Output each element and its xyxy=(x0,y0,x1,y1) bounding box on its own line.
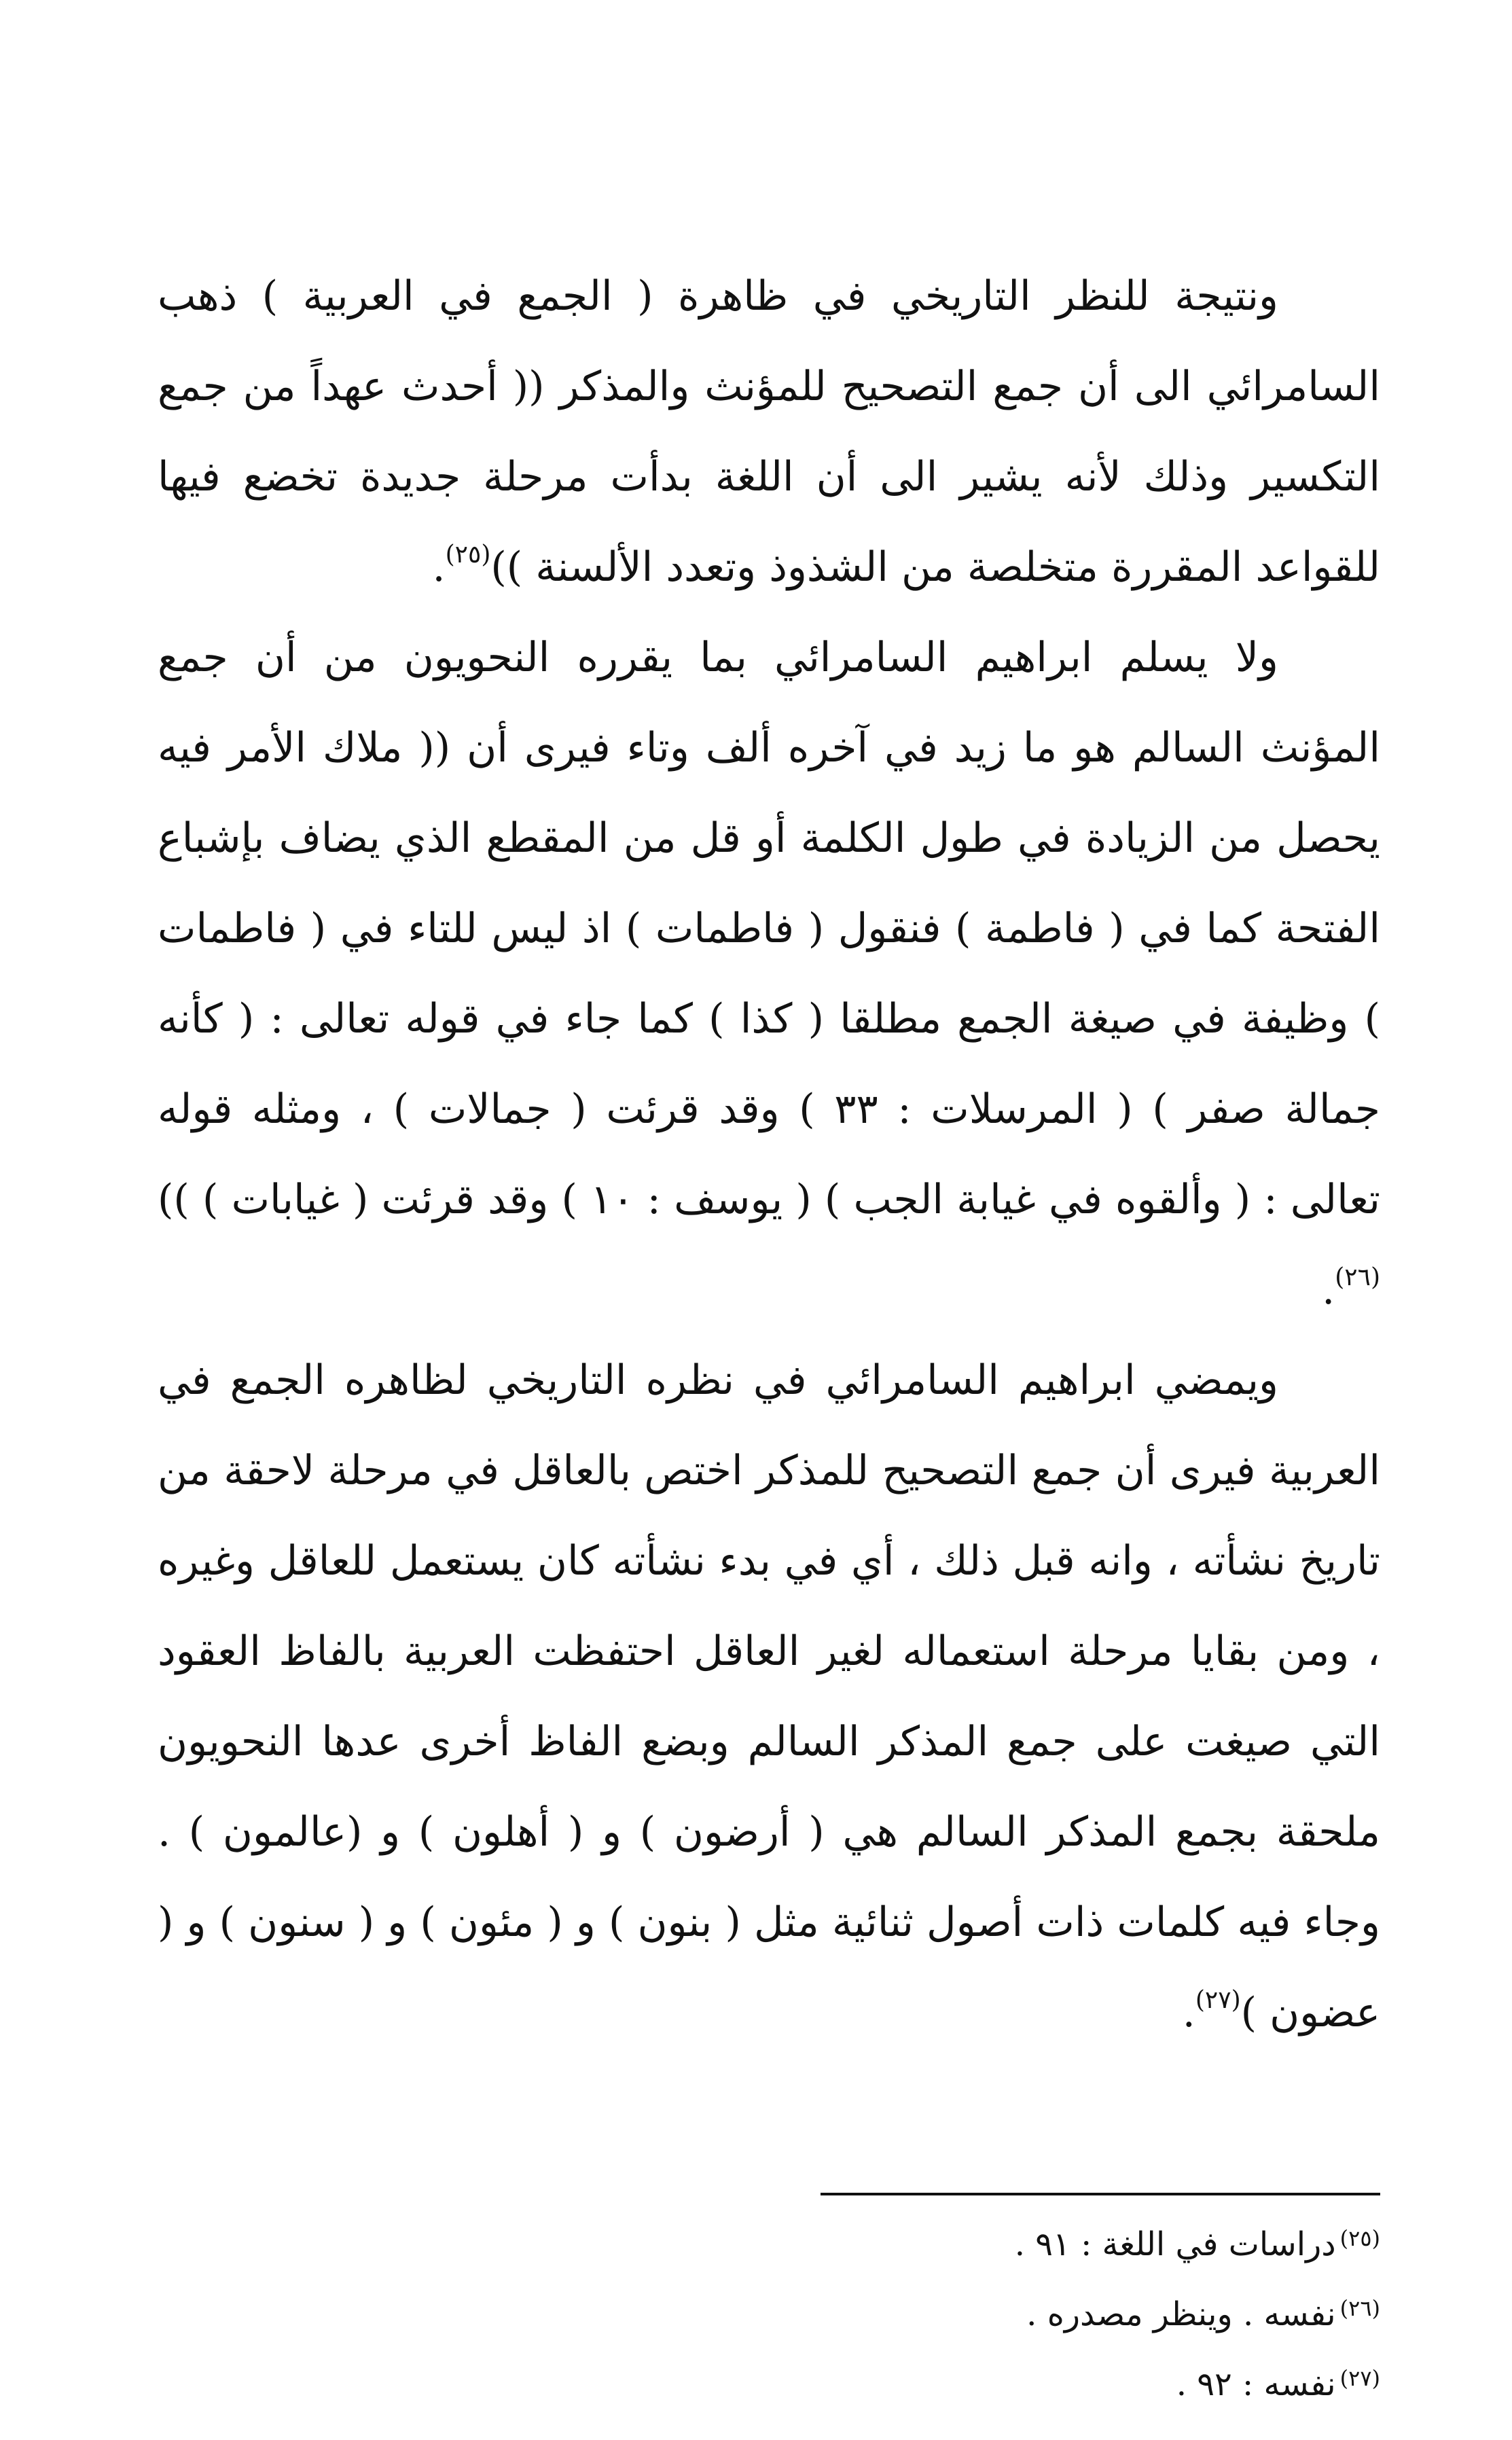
footnote-27 xyxy=(701,2351,1380,2421)
paragraph-2-end: . xyxy=(1322,1266,1335,1314)
paragraph-3-end: . xyxy=(1182,1989,1195,2037)
footnote-number: (٢٥) xyxy=(1339,2225,1380,2251)
footnote-text: نفسه : ٩٢ . xyxy=(1176,2365,1336,2403)
footnote-ref-26: (٢٦) xyxy=(1335,1263,1380,1291)
paragraph-3 xyxy=(158,1335,1380,2058)
footnote-26 xyxy=(701,2281,1380,2351)
paragraph-2-text: ولا يسلم ابراهيم السامرائي بما يقرره النحويون من أن جمع المؤنث السالم هو ما زيد في آخره ألف وتاء فيرى أن (( ملاك الأمر فيه يحصل من الزيادة في طول الكلمة أو قل من المقطع الذي يضاف بإشباع الفتحة كما في ( فاطمة ) فنقول ( فاطمات ) اذ ليس للتاء في ( فاطمات ) وظيفة في صيغة الجمع مطلقا ( كذا ) كما جاء في قوله تعالى : ( كأنه جمالة صفر ) ( المرسلات : ٣٣ ) وقد قرئت ( جمالات ) ، ومثله قوله تعالى : ( وألقوه في غيابة الجب ) ( يوسف : ١٠ ) وقد قرئت ( غيابات ) )) xyxy=(158,634,1381,1223)
footnote-ref-27: (٢٧) xyxy=(1195,1986,1241,2014)
footnotes xyxy=(701,2211,1380,2421)
footnote-text: نفسه . وينظر مصدره . xyxy=(1026,2295,1336,2333)
paragraph-1-end: . xyxy=(432,543,446,591)
footnote-number: (٢٦) xyxy=(1339,2295,1380,2321)
paragraph-3-text: ويمضي ابراهيم السامرائي في نظره التاريخي لظاهره الجمع في العربية فيرى أن جمع التصحيح للمذكر اختص بالعاقل في مرحلة لاحقة من تاريخ نشأته ، وانه قبل ذلك ، أي في بدء نشأته كان يستعمل للعاقل وغيره ، ومن بقايا مرحلة استعماله لغير العاقل احتفظت العربية بالفاظ العقود التي صيغت على جمع المذكر السالم وبضع الفاظ أخرى عدها النحويون ملحقة بجمع المذكر السالم هي ( أرضون ) و ( أهلون ) و (عالمون ) . وجاء فيه كلمات ذات أصول ثنائية مثل ( بنون ) و ( مئون ) و ( سنون ) و ( عضون ) xyxy=(158,1357,1380,2037)
footnote-ref-25: (٢٥) xyxy=(445,541,491,569)
paragraph-1-text: ونتيجة للنظر التاريخي في ظاهرة ( الجمع في العربية ) ذهب السامرائي الى أن جمع التصحيح للمؤنث والمذكر (( أحدث عهداً من جمع التكسير وذلك لأنه يشير الى أن اللغة بدأت مرحلة جديدة تخضع فيها للقواعد المقررة متخلصة من الشذوذ وتعدد الألسنة )) xyxy=(158,272,1380,591)
body-text xyxy=(158,251,1380,2058)
footnote-text: دراسات في اللغة : ٩١ . xyxy=(1014,2225,1336,2263)
footnote-number: (٢٧) xyxy=(1339,2365,1380,2391)
footnote-divider xyxy=(821,2193,1380,2195)
paragraph-1 xyxy=(158,251,1380,613)
footnote-25 xyxy=(701,2211,1380,2281)
paragraph-2 xyxy=(158,613,1380,1335)
